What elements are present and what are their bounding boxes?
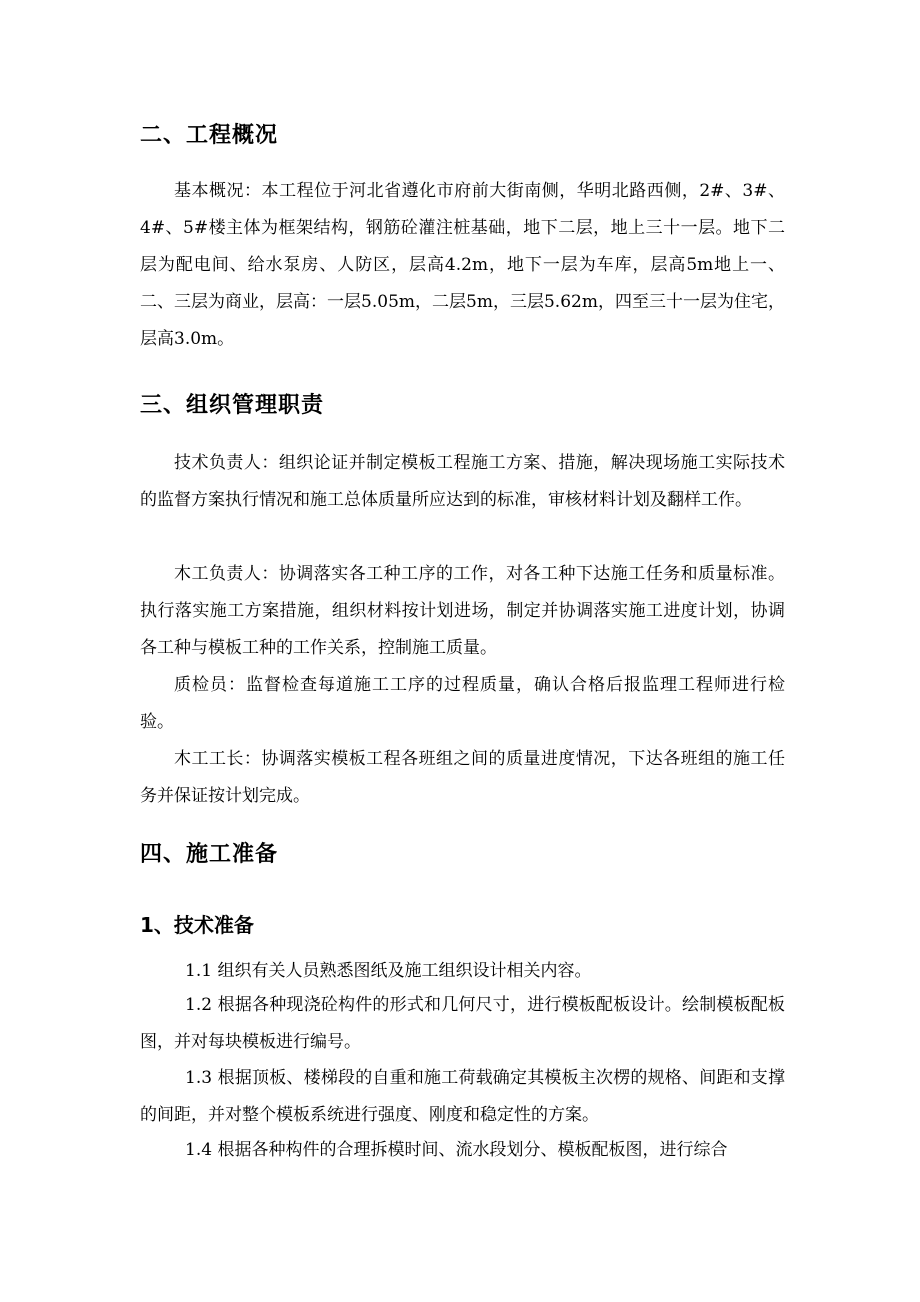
preparation-item-1-1: 1.1 组织有关人员熟悉图纸及施工组织设计相关内容。 (185, 961, 592, 981)
section-heading-overview: 二、工程概况 (140, 123, 279, 148)
preparation-item-1-4: 1.4 根据各种构件的合理拆模时间、流水段划分、模板配板图，进行综合 (185, 1140, 728, 1160)
responsibility-carpentry-lead: 木工负责人：协调落实各工种工序的工作，对各工种下达施工任务和质量标准。执行落实施工方案措施，组织材料按计划进场，制定并协调落实施工进度计划，协调各工种与模板工种的工作关系，控制施工质量。 (140, 564, 785, 658)
section-heading-responsibilities: 三、组织管理职责 (140, 393, 325, 418)
preparation-item-1-3: 1.3 根据顶板、楼梯段的自重和施工荷载确定其模板主次楞的规格、间距和支撑的间距，并对整个模板系统进行强度、刚度和稳定性的方案。 (140, 1068, 785, 1125)
preparation-item-1-2: 1.2 根据各种现浇砼构件的形式和几何尺寸，进行模板配板设计。绘制模板配板图，并对每块模板进行编号。 (140, 995, 785, 1052)
responsibility-quality-inspector: 质检员：监督检查每道施工工序的过程质量，确认合格后报监理工程师进行检验。 (140, 675, 785, 732)
overview-paragraph: 基本概况：本工程位于河北省遵化市府前大街南侧，华明北路西侧，2#、3#、4#、5#楼主体为框架结构，钢筋砼灌注桩基础，地下二层，地上三十一层。地下二层为配电间、给水泵房、人防区，层高4.2m，地下一层为车库，层高5m地上一、二、三层为商业，层高：一层5.05m，二层5m，三层5.62m，四至三十一层为住宅，层高3.0m。 (140, 181, 785, 349)
section-heading-preparation: 四、施工准备 (140, 842, 279, 867)
responsibility-technical-lead: 技术负责人：组织论证并制定模板工程施工方案、措施，解决现场施工实际技术的监督方案执行情况和施工总体质量所应达到的标准，审核材料计划及翻样工作。 (140, 453, 785, 510)
subsection-heading-technical-preparation: 1、技术准备 (140, 913, 254, 937)
responsibility-carpentry-foreman: 木工工长：协调落实模板工程各班组之间的质量进度情况，下达各班组的施工任务并保证按计划完成。 (140, 749, 785, 806)
